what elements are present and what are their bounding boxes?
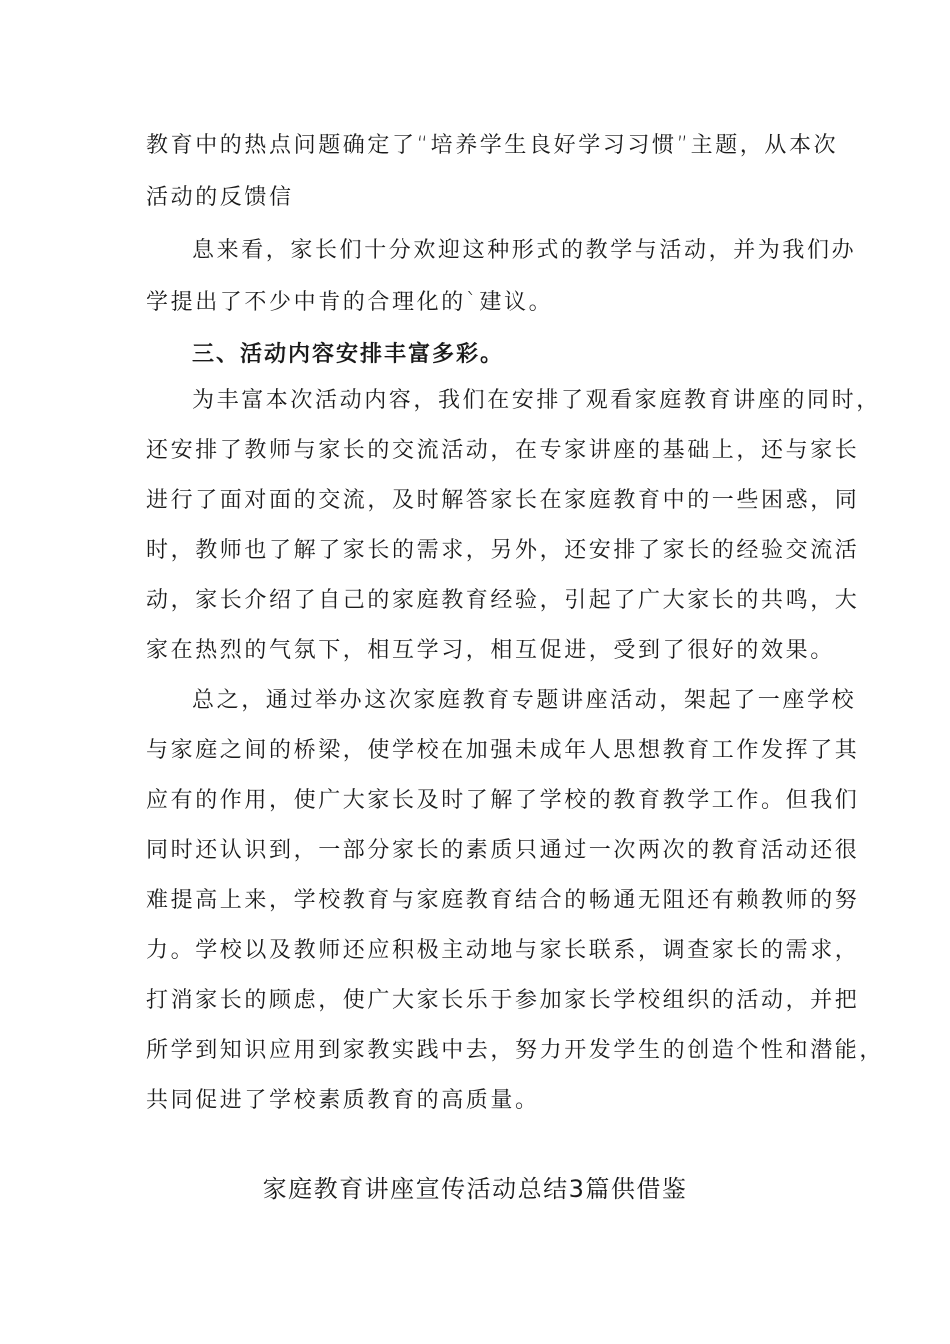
document-title: 家庭教育讲座宣传活动总结3篇供借鉴 [262,1175,688,1203]
paragraph-start-line: 息来看，家长们十分欢迎这种形式的教学与活动，并为我们办 [192,238,857,263]
body-text-line: 家在热烈的气氛下，相互学习，相互促进，受到了很好的效果。 [146,638,835,663]
body-text-line: 还安排了教师与家长的交流活动，在专家讲座的基础上，还与家长 [146,438,860,463]
body-text-line: 进行了面对面的交流，及时解答家长在家庭教育中的一些困惑，同 [146,488,860,513]
body-text-line: 同时还认识到，一部分家长的素质只通过一次两次的教育活动还很 [146,838,860,863]
body-text-line: 共同促进了学校素质教育的高质量。 [146,1088,540,1113]
body-text-line: 力。学校以及教师还应积极主动地与家长联系，调查家长的需求， [146,938,860,963]
body-text-line: 学提出了不少中肯的合理化的`建议。 [146,290,554,315]
paragraph-start-line: 总之，通过举办这次家庭教育专题讲座活动，架起了一座学校 [192,688,857,713]
body-text-line: 与家庭之间的桥梁，使学校在加强未成年人思想教育工作发挥了其 [146,738,860,763]
body-text-line: 活动的反馈信 [146,185,294,210]
body-text-line: 难提高上来，学校教育与家庭教育结合的畅通无阻还有赖教师的努 [146,888,860,913]
body-text-line: 应有的作用，使广大家长及时了解了学校的教育教学工作。但我们 [146,788,860,813]
body-text-line: 所学到知识应用到家教实践中去，努力开发学生的创造个性和潜能， [146,1038,885,1063]
body-text-line: 动，家长介绍了自己的家庭教育经验，引起了广大家长的共鸣，大 [146,588,860,613]
body-text-line: 教育中的热点问题确定了“培养学生良好学习习惯”主题，从本次 [146,133,839,158]
section-heading: 三、活动内容安排丰富多彩。 [192,342,505,367]
body-text-line: 时，教师也了解了家长的需求，另外，还安排了家长的经验交流活 [146,538,860,563]
paragraph-start-line: 为丰富本次活动内容，我们在安排了观看家庭教育讲座的同时， [192,388,881,413]
body-text-line: 打消家长的顾虑，使广大家长乐于参加家长学校组织的活动，并把 [146,988,860,1013]
